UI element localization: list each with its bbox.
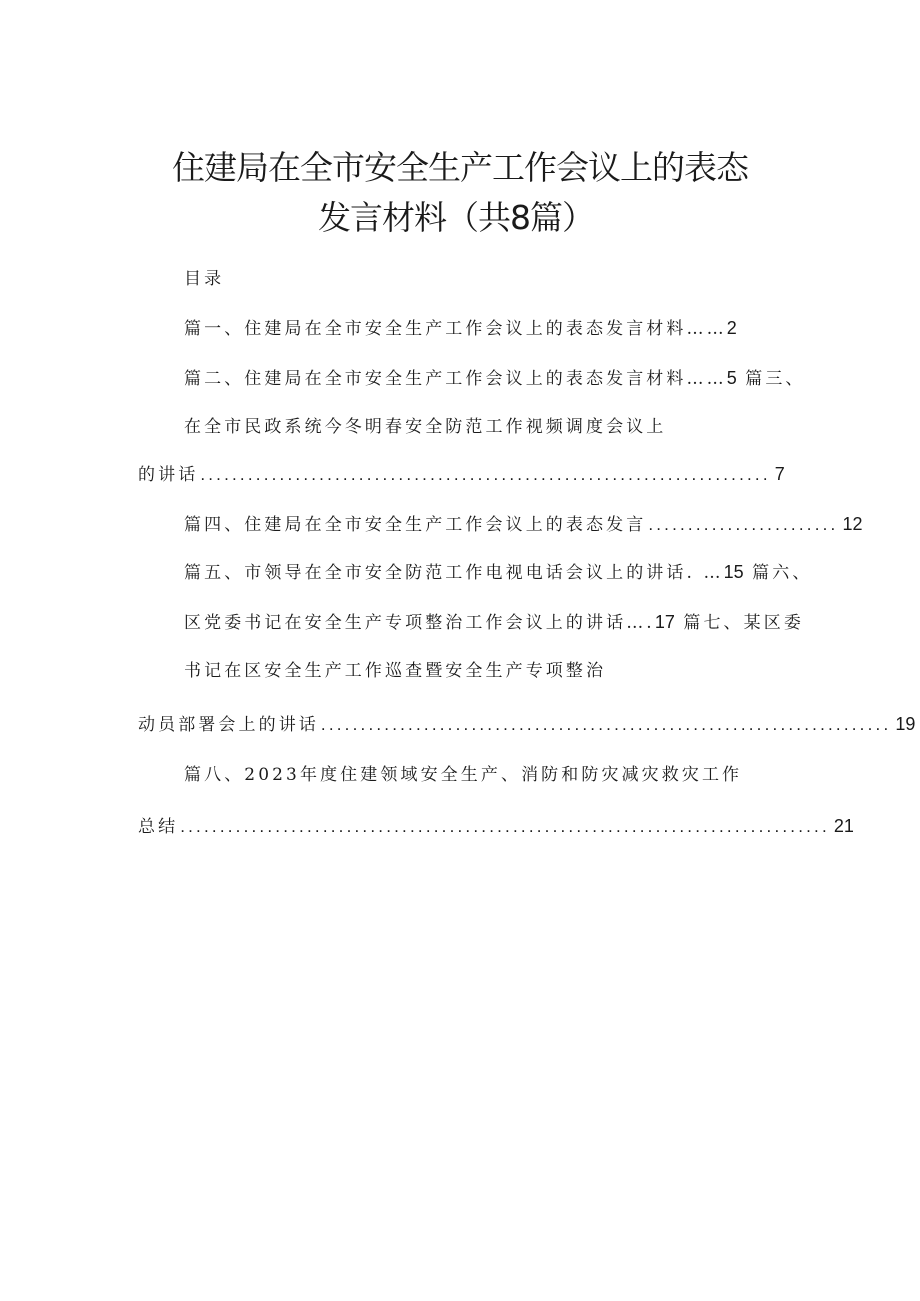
toc-entry-3-text[interactable]: 在全市民政系统今冬明春安全防范工作视频调度会议上 bbox=[184, 417, 667, 437]
toc-entry-6-prefix: 篇六、 bbox=[743, 563, 813, 583]
toc-leader-dots: ........................................................................ bbox=[200, 465, 771, 484]
toc-leader-dots: ........................................................................ bbox=[320, 715, 892, 734]
toc-entry-7-page: 19 bbox=[895, 714, 916, 734]
toc-entry-7-text[interactable]: 书记在区安全生产工作巡查暨安全生产专项整治 bbox=[184, 661, 607, 681]
toc-heading: 目录 bbox=[184, 269, 225, 289]
toc-entry-2-page: 5 bbox=[726, 368, 737, 388]
toc-entry-8-leader[interactable] bbox=[138, 812, 854, 837]
toc-entry-7-label: 动员部署会上的讲话 bbox=[138, 715, 319, 735]
toc-entry-6-page: 17 bbox=[654, 612, 675, 632]
toc-entry-1-page: 2 bbox=[726, 318, 737, 338]
document-title-line-1: 住建局在全市安全生产工作会议上的表态 bbox=[172, 148, 748, 187]
toc-entry-7-prefix: 篇七、某区委 bbox=[674, 613, 804, 633]
toc-leader-dots: .................................................................................. bbox=[180, 817, 830, 836]
toc-entry-4[interactable] bbox=[184, 510, 863, 535]
toc-entry-2[interactable] bbox=[184, 364, 806, 389]
toc-entry-6[interactable] bbox=[184, 608, 804, 633]
toc-entry-7-leader[interactable] bbox=[138, 710, 916, 735]
toc-entry-4-text: 篇四、住建局在全市安全生产工作会议上的表态发言 bbox=[184, 515, 647, 535]
toc-entry-2-text: 篇二、住建局在全市安全生产工作会议上的表态发言材料…… bbox=[184, 369, 727, 389]
toc-entry-8-page: 21 bbox=[833, 816, 854, 836]
toc-entry-5[interactable] bbox=[184, 558, 812, 583]
toc-entry-5-text: 篇五、市领导在全市安全防范工作电视电话会议上的讲话. … bbox=[184, 563, 724, 583]
toc-entry-1[interactable] bbox=[184, 314, 737, 339]
toc-entry-3-label: 的讲话 bbox=[138, 465, 199, 485]
toc-entry-3-prefix: 篇三、 bbox=[736, 369, 806, 389]
toc-entry-8-text[interactable]: 篇八、2023年度住建领域安全生产、消防和防灾减灾救灾工作 bbox=[184, 765, 743, 785]
toc-entry-4-page: 12 bbox=[842, 514, 863, 534]
toc-entry-8-label: 总结 bbox=[138, 817, 179, 837]
toc-entry-1-text: 篇一、住建局在全市安全生产工作会议上的表态发言材料…… bbox=[184, 319, 727, 339]
toc-leader-dots: ........................ bbox=[648, 515, 839, 534]
toc-entry-3-leader[interactable] bbox=[138, 460, 785, 485]
document-title-line-2: 发言材料（共8篇） bbox=[318, 198, 594, 237]
toc-entry-6-text: 区党委书记在安全生产专项整治工作会议上的讲话…. bbox=[184, 613, 655, 633]
toc-entry-3-page: 7 bbox=[774, 464, 785, 484]
toc-entry-5-page: 15 bbox=[723, 562, 744, 582]
